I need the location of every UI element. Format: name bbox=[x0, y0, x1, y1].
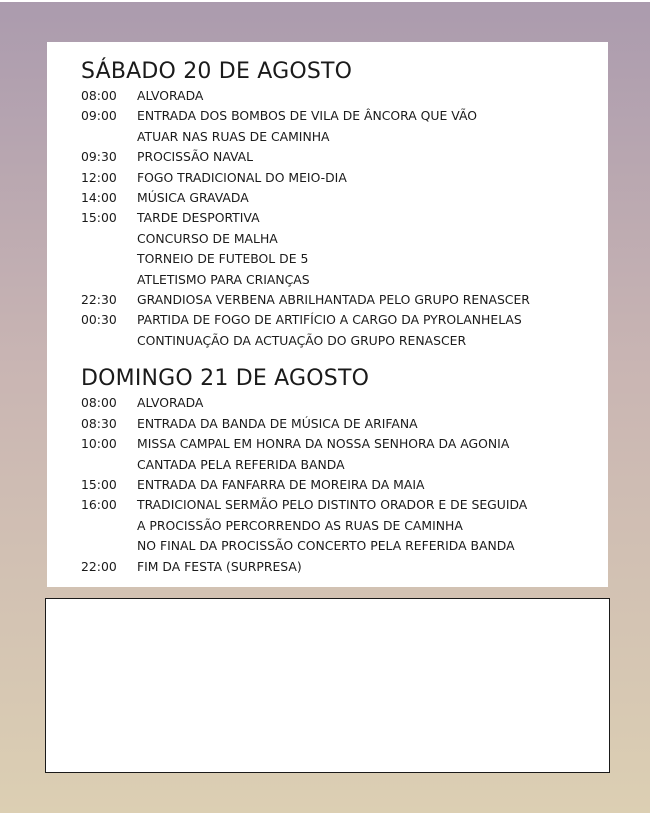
schedule-row bbox=[81, 516, 608, 536]
schedule-row bbox=[81, 249, 608, 269]
event-list-saturday bbox=[81, 86, 608, 351]
schedule-row bbox=[81, 495, 608, 515]
top-divider bbox=[0, 0, 650, 2]
schedule-row bbox=[81, 455, 608, 475]
schedule-row bbox=[81, 393, 608, 413]
notes-box bbox=[45, 598, 610, 773]
event-time bbox=[81, 331, 137, 351]
event-time: 10:00 bbox=[81, 436, 117, 452]
schedule-row bbox=[81, 147, 608, 167]
schedule-row bbox=[81, 290, 608, 310]
event-time bbox=[81, 516, 137, 536]
event-description: ALVORADA bbox=[137, 395, 204, 411]
event-description: ENTRADA DOS BOMBOS DE VILA DE ÂNCORA QUE VÃO bbox=[137, 108, 477, 124]
event-time bbox=[81, 127, 137, 147]
event-description: MÚSICA GRAVADA bbox=[137, 190, 249, 206]
event-description: MISSA CAMPAL EM HONRA DA NOSSA SENHORA DA AGONIA bbox=[137, 436, 510, 452]
schedule-row bbox=[81, 168, 608, 188]
event-time: 08:00 bbox=[81, 88, 117, 103]
event-description: NO FINAL DA PROCISSÃO CONCERTO PELA REFERIDA BANDA bbox=[137, 538, 515, 554]
schedule-row bbox=[81, 229, 608, 249]
event-time bbox=[81, 229, 137, 249]
schedule-row bbox=[81, 434, 608, 454]
event-description: ATUAR NAS RUAS DE CAMINHA bbox=[137, 128, 330, 144]
event-time: 08:30 bbox=[81, 415, 117, 431]
day-title-saturday: SÁBADO 20 DE AGOSTO bbox=[81, 59, 353, 84]
schedule-row bbox=[81, 86, 608, 106]
schedule-row bbox=[81, 557, 608, 577]
event-description: TRADICIONAL SERMÃO PELO DISTINTO ORADOR E DE SEGUIDA bbox=[137, 497, 528, 513]
day-title-sunday: DOMINGO 21 DE AGOSTO bbox=[81, 366, 370, 392]
event-description: FOGO TRADICIONAL DO MEIO-DIA bbox=[137, 169, 347, 185]
event-time: 16:00 bbox=[81, 497, 117, 513]
event-description: TARDE DESPORTIVA bbox=[137, 210, 260, 226]
event-description: ALVORADA bbox=[137, 88, 204, 103]
event-description: TORNEIO DE FUTEBOL DE 5 bbox=[137, 251, 309, 267]
event-description: GRANDIOSA VERBENA ABRILHANTADA PELO GRUPO RENASCER bbox=[137, 292, 530, 308]
event-description: PARTIDA DE FOGO DE ARTIFÍCIO A CARGO DA PYROLANHELAS bbox=[137, 312, 522, 328]
schedule-row bbox=[81, 475, 608, 495]
schedule-row bbox=[81, 536, 608, 556]
event-time: 15:00 bbox=[81, 210, 117, 226]
schedule-row bbox=[81, 270, 608, 290]
event-time bbox=[81, 455, 137, 475]
event-time: 15:00 bbox=[81, 476, 117, 492]
event-time: 08:00 bbox=[81, 395, 117, 411]
event-description: CANTADA PELA REFERIDA BANDA bbox=[137, 456, 345, 472]
schedule-row bbox=[81, 106, 608, 126]
event-description: ATLETISMO PARA CRIANÇAS bbox=[137, 271, 310, 287]
schedule-row bbox=[81, 310, 608, 330]
event-description: ENTRADA DA BANDA DE MÚSICA DE ARIFANA bbox=[137, 415, 418, 431]
event-description: A PROCISSÃO PERCORRENDO AS RUAS DE CAMINHA bbox=[137, 517, 463, 533]
event-time: 00:30 bbox=[81, 312, 117, 328]
event-time: 09:00 bbox=[81, 108, 117, 124]
event-time: 12:00 bbox=[81, 169, 117, 185]
event-time bbox=[81, 270, 137, 290]
schedule-row bbox=[81, 208, 608, 228]
schedule-row bbox=[81, 331, 608, 351]
event-list-sunday bbox=[81, 393, 608, 577]
event-description: FIM DA FESTA (SURPRESA) bbox=[137, 558, 302, 574]
schedule-row bbox=[81, 414, 608, 434]
event-description: ENTRADA DA FANFARRA DE MOREIRA DA MAIA bbox=[137, 476, 425, 492]
event-description: CONCURSO DE MALHA bbox=[137, 230, 278, 246]
event-time: 22:00 bbox=[81, 558, 117, 574]
schedule-card bbox=[47, 42, 608, 587]
event-time bbox=[81, 249, 137, 269]
event-time: 09:30 bbox=[81, 149, 117, 165]
schedule-row bbox=[81, 127, 608, 147]
event-time: 14:00 bbox=[81, 190, 117, 206]
event-description: PROCISSÃO NAVAL bbox=[137, 149, 254, 165]
event-time: 22:30 bbox=[81, 292, 117, 308]
schedule-row bbox=[81, 188, 608, 208]
event-time bbox=[81, 536, 137, 556]
event-description: CONTINUAÇÃO DA ACTUAÇÃO DO GRUPO RENASCER bbox=[137, 332, 467, 348]
